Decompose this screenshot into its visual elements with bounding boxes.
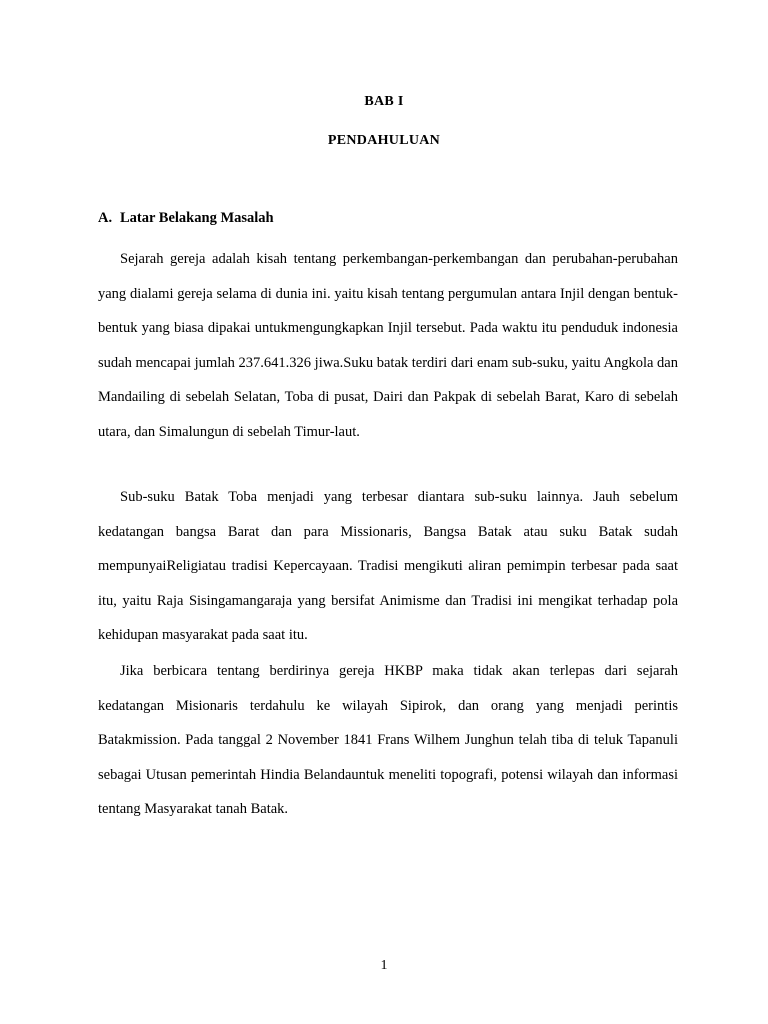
chapter-label: BAB I [364,94,404,109]
page-number: 1 [380,958,388,973]
section-letter: A. [98,210,113,226]
paragraph-3 [98,654,678,827]
paragraph-text: Jika berbicara tentang berdirinya gereja HKBP maka tidak akan terlepas dari sejarah kedatangan Misionaris terdahulu ke wilayah Sipirok, dan orang yang menjadi perintis Batakmission. Pada tanggal 2 November 1841 Frans Wilhem Junghun telah tiba di teluk Tapanuli sebagai Utusan pemerintah Hindia Belandauntuk meneliti topografi, potensi wilayah dan informasi tentang Masyarakat tanah Batak. [98,663,678,817]
paragraph-1 [98,242,678,449]
section-heading [98,210,274,227]
paragraph-2 [98,480,678,653]
section-title: Latar Belakang Masalah [120,210,274,226]
paragraph-text: Sejarah gereja adalah kisah tentang perkembangan-perkembangan dan perubahan-perubahan yang dialami gereja selama di dunia ini. yaitu kisah tentang pergumulan antara Injil dengan bentuk-bentuk yang biasa dipakai untukmengungkapkan Injil tersebut. Pada waktu itu penduduk indonesia sudah mencapai jumlah 237.641.326 jiwa.Suku batak terdiri dari enam sub-suku, yaitu Angkola dan Mandailing di sebelah Selatan, Toba di pusat, Dairi dan Pakpak di sebelah Barat, Karo di sebelah utara, dan Simalungun di sebelah Timur-laut. [98,251,678,440]
chapter-title: PENDAHULUAN [327,133,441,148]
paragraph-text: Sub-suku Batak Toba menjadi yang terbesar diantara sub-suku lainnya. Jauh sebelum kedatangan bangsa Barat dan para Missionaris, Bangsa Batak atau suku Batak sudah mempunyaiReligiatau tradisi Kepercayaan. Tradisi mengikuti aliran pemimpin terbesar pada saat itu, yaitu Raja Sisingamangaraja yang bersifat Animisme dan Tradisi ini mengikat terhadap pola kehidupan masyarakat pada saat itu. [98,489,678,643]
